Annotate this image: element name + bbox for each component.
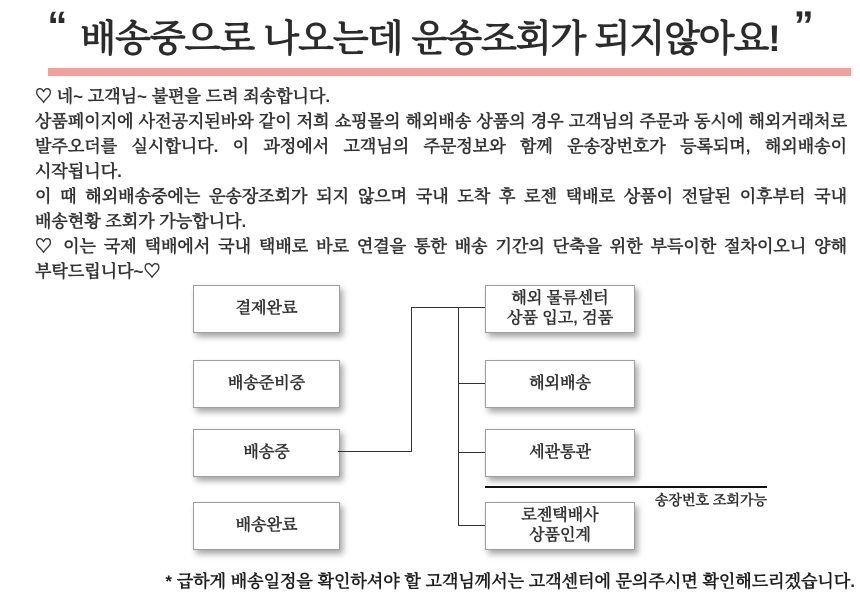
connector-tick-overseas-shipping — [458, 383, 485, 384]
close-quote-icon: ” — [793, 4, 813, 48]
connector-spine — [458, 307, 459, 525]
status-box-label: 배송준비중 — [227, 375, 306, 392]
connector-riser — [411, 307, 412, 452]
tracking-divider-line — [485, 486, 767, 488]
status-box-payment-complete — [193, 285, 340, 333]
status-box-label: 배송중 — [243, 444, 290, 461]
connector-tick-logen — [458, 525, 485, 526]
tracking-availability-note: 송장번호 조회가능 — [654, 492, 767, 508]
stage-box-label: 해외배송 — [529, 375, 591, 392]
answer-line: ♡ 이는 국제 택배에서 국내 택배로 바로 연결을 통한 배송 기간의 단축을 위한 부득이한 절차이오니 양해 — [35, 237, 847, 256]
answer-line: 시작됩니다. — [35, 162, 122, 181]
answer-line: 상품페이지에 사전공지된바와 같이 저희 쇼핑몰의 해외배송 상품의 경우 고객님의 주문과 동시에 해외거래처로 — [35, 112, 847, 131]
status-box-label: 배송완료 — [235, 517, 298, 534]
answer-line: 배송현황 조회가 가능합니다. — [35, 212, 247, 231]
connector-tick-customs — [458, 452, 485, 453]
answer-line: 부탁드립니다~♡ — [35, 262, 161, 281]
answer-line: 발주오더를 실시합니다. 이 과정에서 고객님의 주문정보와 함께 운송장번호가 등록되며, 해외배송이 — [35, 137, 847, 156]
answer-line: ♡ 네~ 고객님~ 불편을 드려 죄송합니다. — [35, 87, 331, 106]
stage-box-label: 해외 물류센터 — [511, 290, 609, 307]
stage-box-label: 세관통관 — [529, 444, 591, 461]
stage-box-customs-clearance — [485, 429, 635, 477]
connector-top-run — [411, 307, 485, 308]
footer-note: * 급하게 배송일정을 확인하셔야 할 고객님께서는 고객센터에 문의주시면 확인해드리겠습니다. — [165, 572, 855, 591]
stage-box-label: 상품인계 — [529, 527, 591, 544]
title-divider-bar — [48, 68, 851, 76]
status-box-shipping — [193, 429, 340, 477]
stage-box-overseas-shipping — [485, 360, 635, 408]
open-quote-icon: “ — [47, 4, 67, 48]
page-title-text: 배송중으로 나오는데 운송조회가 되지않아요! — [80, 18, 780, 59]
status-box-delivery-complete — [193, 502, 340, 550]
page-title — [0, 4, 860, 62]
stage-box-label: 상품 입고, 검품 — [506, 310, 614, 327]
stage-box-overseas-warehouse — [485, 285, 635, 333]
status-box-label: 결제완료 — [235, 300, 298, 317]
answer-line: 이 때 해외배송중에는 운송장조회가 되지 않으며 국내 도착 후 로젠 택배로 상품이 전달된 이후부터 국내 — [35, 187, 847, 206]
stage-box-label: 로젠택배사 — [521, 507, 599, 524]
answer-paragraph — [35, 84, 847, 284]
status-box-preparing-shipment — [193, 360, 340, 408]
connector-shipping-branch — [338, 451, 412, 452]
